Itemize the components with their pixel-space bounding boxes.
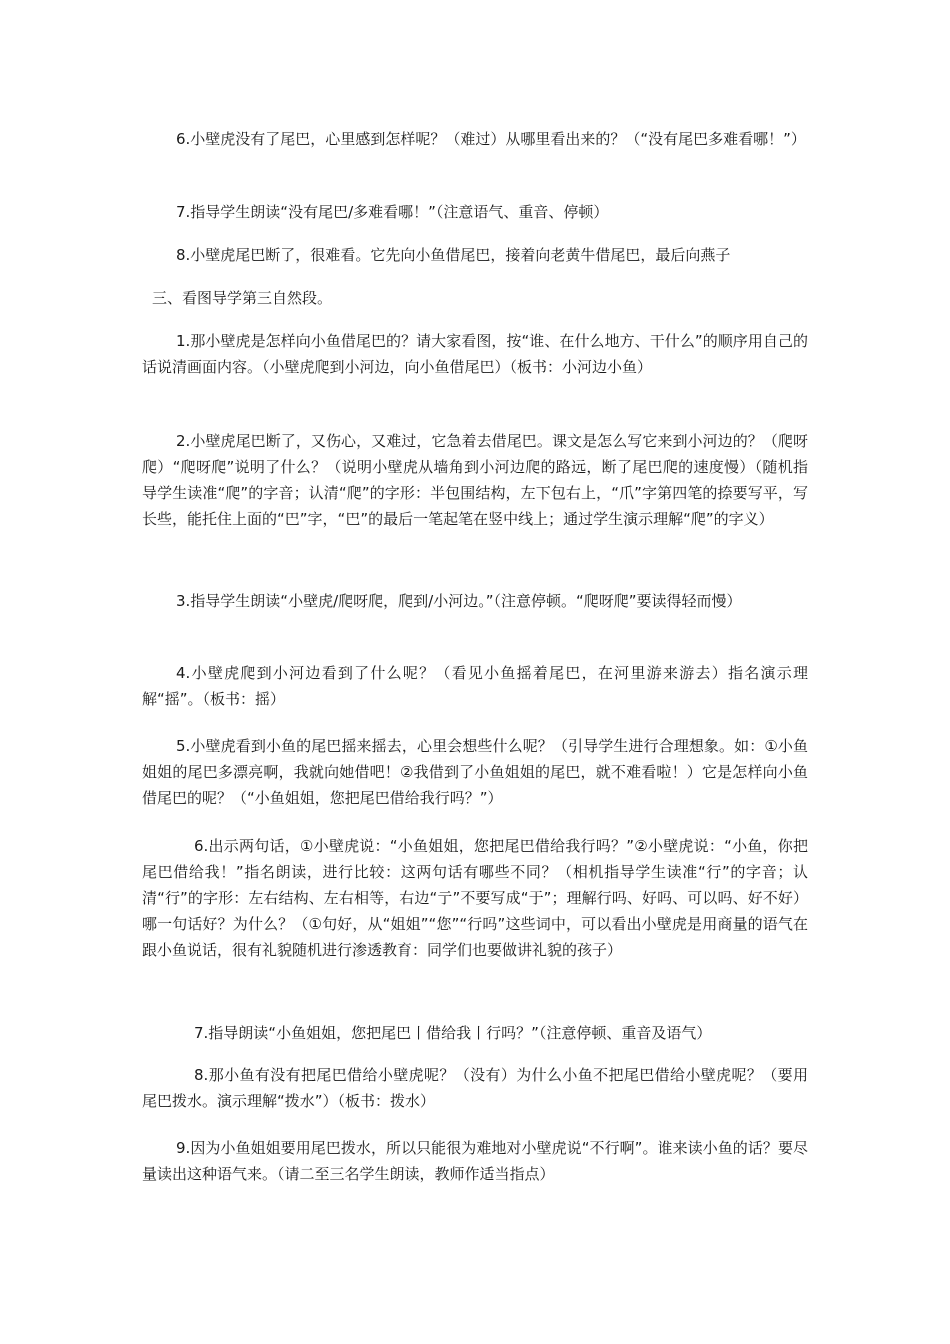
paragraph-5-imagination: 5.小壁虎看到小鱼的尾巴摇来摇去，心里会想些什么呢？（引导学生进行合理想象。如：①小鱼姐姐的尾巴多漂亮啊，我就向她借吧！②我借到了小鱼姐姐的尾巴，就不难看啦！）它是怎样向小鱼借尾巴的呢？（“小鱼姐姐，您把尾巴借给我行吗？”） (142, 737, 808, 807)
paragraph-9-read-fish-words: 9.因为小鱼姐姐要用尾巴拨水，所以只能很为难地对小壁虎说“不行啊”。谁来读小鱼的话？要尽量读出这种语气来。（请二至三名学生朗读，教师作适当指点） (142, 1139, 808, 1183)
paragraph-7-guided-reading: 7.指导学生朗读“没有尾巴/多难看哪！”（注意语气、重音、停顿） (176, 203, 609, 221)
paragraph-1-look-at-picture: 1.那小壁虎是怎样向小鱼借尾巴的？请大家看图，按“谁、在什么地方、干什么”的顺序用自己的话说清画面内容。（小壁虎爬到小河边，向小鱼借尾巴）（板书：小河边小鱼） (142, 332, 808, 376)
paragraph-4-what-did-gecko-see: 4.小壁虎爬到小河边看到了什么呢？（看见小鱼摇着尾巴，在河里游来游去）指名演示理解“摇”。（板书：摇） (142, 664, 808, 708)
paragraph-7-reading-practice: 7.指导朗读“小鱼姐姐，您把尾巴丨借给我丨行吗？”（注意停顿、重音及语气） (194, 1024, 712, 1042)
paragraph-3-reading-pause: 3.指导学生朗读“小壁虎/爬呀爬，爬到/小河边。”（注意停顿。“爬呀爬”要读得轻而慢） (176, 592, 742, 610)
paragraph-6-no-tail-feeling: 6.小壁虎没有了尾巴，心里感到怎样呢？（难过）从哪里看出来的？（“没有尾巴多难看哪！”） (176, 130, 806, 148)
paragraph-8-borrow-tail-summary: 8.小壁虎尾巴断了，很难看。它先向小鱼借尾巴，接着向老黄牛借尾巴，最后向燕子 (176, 246, 731, 264)
paragraph-8-fish-refuses: 8.那小鱼有没有把尾巴借给小壁虎呢？（没有）为什么小鱼不把尾巴借给小壁虎呢？（要用尾巴拨水。演示理解“拨水”）（板书：拨水） (142, 1066, 808, 1110)
paragraph-6-compare-sentences: 6.出示两句话，①小壁虎说：“小鱼姐姐，您把尾巴借给我行吗？”②小壁虎说：“小鱼，你把尾巴借给我！”指名朗读，进行比较：这两句话有哪些不同？（相机指导学生读准“行”的字音；认清“行”的字形：左右结构、左右相等，右边“亍”不要写成“于”；理解行吗、好吗、可以吗、好不好）哪一句话好？为什么？（①句好，从“姐姐”“您”“行吗”这些词中，可以看出小壁虎是用商量的语气在跟小鱼说话，很有礼貌随机进行渗透教育：同学们也要做讲礼貌的孩子） (142, 837, 808, 959)
section-heading-three: 三、看图导学第三自然段。 (152, 289, 333, 307)
paragraph-2-crawl-character: 2.小壁虎尾巴断了，又伤心，又难过，它急着去借尾巴。课文是怎么写它来到小河边的？（爬呀爬）“爬呀爬”说明了什么？（说明小壁虎从墙角到小河边爬的路远，断了尾巴爬的速度慢）（随机指导学生读准“爬”的字音；认清“爬”的字形：半包围结构，左下包右上，“爪”字第四笔的捺要写平，写长些，能托住上面的“巴”字，“巴”的最后一笔起笔在竖中线上；通过学生演示理解“爬”的字义） (142, 432, 808, 528)
